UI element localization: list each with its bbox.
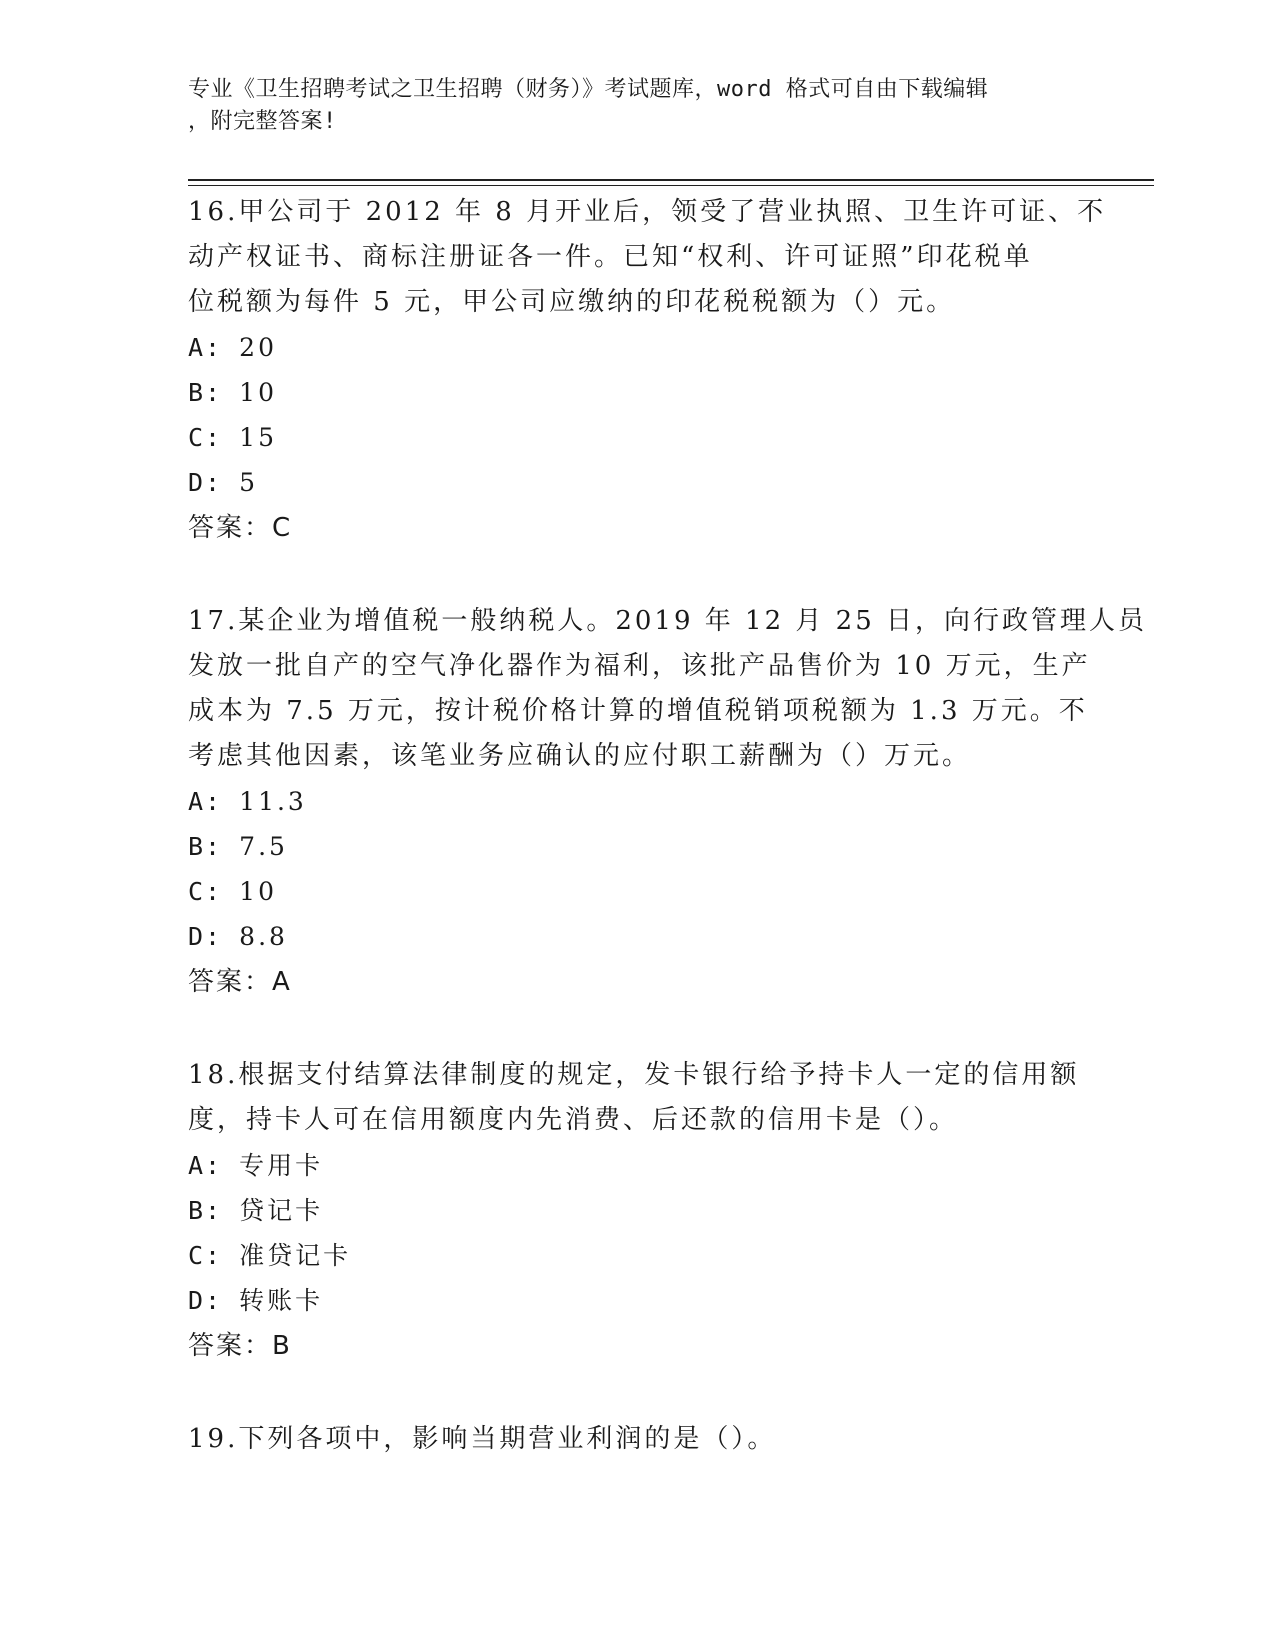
header-divider-thick bbox=[188, 179, 1154, 181]
option-text: 15 bbox=[239, 423, 277, 452]
option-text: 20 bbox=[239, 333, 277, 362]
option-text: 7.5 bbox=[239, 832, 288, 861]
question-block bbox=[188, 1417, 1088, 1462]
option-text: 10 bbox=[239, 877, 277, 906]
answer-option bbox=[188, 415, 1088, 460]
question-stem bbox=[188, 190, 1107, 325]
option-letter: A: bbox=[188, 787, 223, 816]
question-stem-line: 动产权证书、商标注册证各一件。已知“权利、许可证照”印花税单 bbox=[188, 242, 1033, 272]
question-block bbox=[188, 599, 1148, 1005]
option-text: 8.8 bbox=[239, 922, 288, 951]
option-letter: A: bbox=[188, 333, 223, 362]
question-stem-line: 18.根据支付结算法律制度的规定，发卡银行给予持卡人一定的信用额 bbox=[188, 1060, 1080, 1090]
answer-key: 答案：B bbox=[188, 1331, 292, 1361]
header-divider-thin bbox=[188, 185, 1154, 186]
question-stem-line: 度，持卡人可在信用额度内先消费、后还款的信用卡是（）。 bbox=[188, 1105, 959, 1135]
answer-option bbox=[188, 325, 1088, 370]
answer-key: 答案：C bbox=[188, 513, 293, 543]
question-stem-line: 考虑其他因素，该笔业务应确认的应付职工薪酬为（）万元。 bbox=[188, 741, 972, 771]
option-letter: B: bbox=[188, 832, 223, 861]
option-text: 贷记卡 bbox=[239, 1196, 324, 1225]
question-block bbox=[188, 1053, 1088, 1369]
answer-option bbox=[188, 1278, 1088, 1323]
option-letter: D: bbox=[188, 922, 223, 951]
option-letter: D: bbox=[188, 468, 223, 497]
answer-option bbox=[188, 1233, 1088, 1278]
question-stem-line: 成本为 7.5 万元，按计税价格计算的增值税销项税额为 1.3 万元。不 bbox=[188, 696, 1088, 726]
answer-key: 答案：A bbox=[188, 967, 292, 997]
question-stem-line: 19.下列各项中，影响当期营业利润的是（）。 bbox=[188, 1424, 777, 1454]
answer-option bbox=[188, 1188, 1088, 1233]
option-text: 准贷记卡 bbox=[239, 1241, 352, 1270]
question-stem-line: 16.甲公司于 2012 年 8 月开业后，领受了营业执照、卫生许可证、不 bbox=[188, 197, 1107, 227]
option-text: 11.3 bbox=[239, 787, 307, 816]
question-stem-line: 发放一批自产的空气净化器作为福利，该批产品售价为 10 万元，生产 bbox=[188, 651, 1091, 681]
question-stem-line: 17.某企业为增值税一般纳税人。2019 年 12 月 25 日，向行政管理人员 bbox=[188, 606, 1148, 636]
answer-option bbox=[188, 460, 1088, 505]
option-letter: C: bbox=[188, 1241, 223, 1270]
option-letter: B: bbox=[188, 378, 223, 407]
option-text: 10 bbox=[239, 378, 277, 407]
question-list bbox=[188, 190, 1148, 1510]
answer-option bbox=[188, 824, 1088, 869]
answer-option bbox=[188, 1143, 1088, 1188]
option-letter: A: bbox=[188, 1151, 223, 1180]
header-line-1: 专业《卫生招聘考试之卫生招聘（财务）》考试题库，word 格式可自由下载编辑 bbox=[188, 77, 989, 102]
question-stem-line: 位税额为每件 5 元，甲公司应缴纳的印花税税额为（）元。 bbox=[188, 287, 956, 317]
document-header bbox=[188, 74, 1068, 138]
answer-option bbox=[188, 779, 1088, 824]
question-block bbox=[188, 190, 1107, 551]
option-letter: C: bbox=[188, 423, 223, 452]
option-text: 5 bbox=[239, 468, 259, 497]
answer-option bbox=[188, 370, 1088, 415]
option-letter: D: bbox=[188, 1286, 223, 1315]
answer-option bbox=[188, 869, 1088, 914]
question-stem bbox=[188, 599, 1148, 779]
question-stem bbox=[188, 1053, 1088, 1143]
header-line-2: ，附完整答案! bbox=[188, 109, 337, 134]
answer-option bbox=[188, 914, 1088, 959]
option-text: 转账卡 bbox=[239, 1286, 324, 1315]
question-stem bbox=[188, 1417, 1088, 1462]
option-letter: B: bbox=[188, 1196, 223, 1225]
option-text: 专用卡 bbox=[239, 1151, 324, 1180]
option-letter: C: bbox=[188, 877, 223, 906]
